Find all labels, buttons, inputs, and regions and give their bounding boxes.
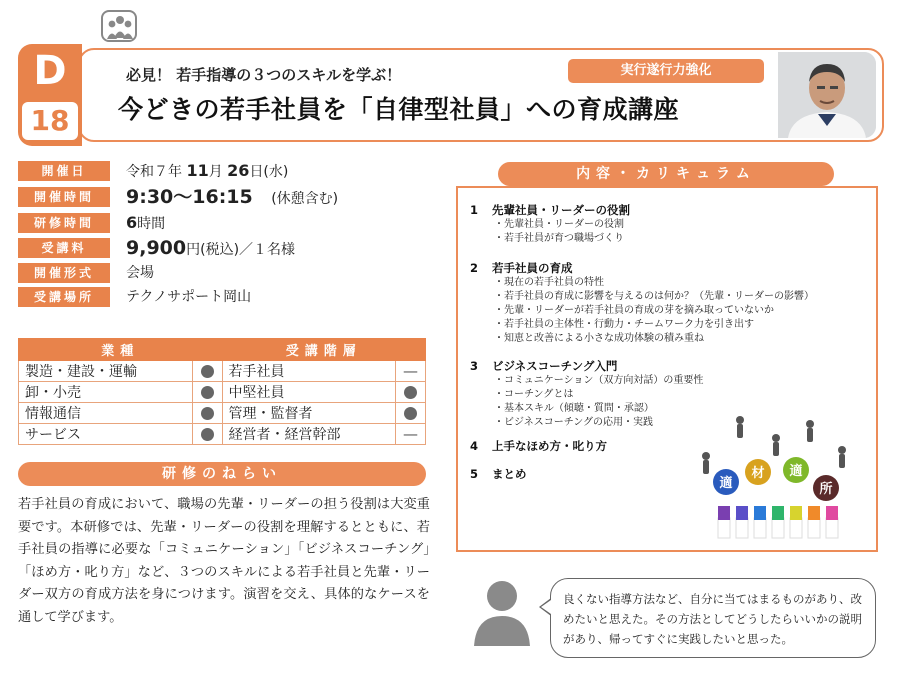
industry-name: 情報通信 (19, 403, 193, 424)
date-month-unit: 月 (208, 164, 223, 180)
industry-name: サービス (19, 424, 193, 445)
list-item: ・若手社員の主体性・行動力・チームワーク力を引き出す (494, 319, 754, 330)
industry-mark (192, 403, 222, 424)
illust-char: 材 (751, 466, 765, 481)
industry-mark (192, 424, 222, 445)
filled-dot-icon (201, 386, 214, 399)
course-code-number: 18 (22, 102, 78, 140)
participant-avatar-icon (470, 576, 534, 646)
curriculum-section (470, 466, 527, 482)
curriculum-section (470, 358, 703, 430)
aims-heading: 研修のねらい (18, 462, 426, 486)
industry-mark (192, 382, 222, 403)
hours-number: 6 (126, 213, 138, 232)
table-row (19, 382, 426, 403)
date-value (126, 160, 288, 183)
level-name: 中堅社員 (222, 382, 396, 403)
section-title: 4 上手なほめ方・叱り方 (470, 439, 607, 453)
course-code-badge (18, 44, 82, 146)
curriculum-heading: 内容・カリキュラム (498, 162, 834, 186)
speech-bubble-tail-inner (541, 600, 551, 614)
table-row (19, 403, 426, 424)
course-code-letter: D (33, 48, 67, 94)
time-note: (休憩含む) (271, 191, 339, 207)
list-item: ・若手社員の育成に影響を与えるのは何か？（先輩・リーダーの影響） (494, 291, 814, 302)
industry-mark (192, 361, 222, 382)
list-item: ・知恵と改善による小さな成功体験の積み重ね (494, 333, 704, 344)
table-row (19, 424, 426, 445)
hours-value (126, 212, 165, 235)
info-row-venue (18, 286, 438, 308)
curriculum-section (470, 438, 607, 454)
level-mark (396, 403, 426, 424)
target-category-table (18, 338, 426, 445)
instructor-photo (778, 52, 876, 138)
illust-char: 適 (719, 476, 733, 491)
date-prefix: 令和７年 (126, 164, 182, 180)
time-label: 開催時間 (18, 187, 110, 207)
table-row (19, 361, 426, 382)
filled-dot-icon (201, 407, 214, 420)
group-icon (101, 10, 137, 42)
list-item: ・若手社員が育つ職場づくり (494, 233, 624, 244)
course-header (18, 44, 884, 146)
aims-text: 若手社員の育成において、職場の先輩・リーダーの担う役割は大変重要です。本研修では、先輩・リーダーの役割を理解するとともに、若手社員の指導に必要な「コミュニケーション」「ビジネスコーチング」「ほめ方・叱り方」など、３つのスキルによる若手社員と先輩・リーダー双方の育成方法を身につけます。演習を交え、具体的なケースを通して学びます。 (18, 497, 430, 625)
course-category-tag: 実行遂行力強化 (568, 59, 764, 83)
industry-name: 卸・小売 (19, 382, 193, 403)
date-month: 11 (186, 161, 209, 180)
date-label: 開催日 (18, 161, 110, 181)
fee-amount: 9,900 (126, 237, 187, 259)
level-name: 若手社員 (222, 361, 396, 382)
course-subtitle: 必見！ 若手指導の３つのスキルを学ぶ！ (126, 66, 402, 84)
filled-dot-icon (404, 407, 417, 420)
hours-unit: 時間 (137, 216, 166, 232)
level-mark: — (396, 424, 426, 445)
teamwork-illustration (692, 410, 862, 540)
date-day: 26 (227, 161, 250, 180)
curriculum-section (470, 202, 630, 246)
date-day-unit: 日(水) (249, 164, 289, 180)
format-value: 会場 (126, 265, 154, 281)
list-item: ・コミュニケーション（双方向対話）の重要性 (494, 375, 704, 386)
filled-dot-icon (404, 386, 417, 399)
fee-value (126, 237, 295, 261)
course-title: 今どきの若手社員を「自律型社員」への育成講座 (118, 95, 680, 124)
fee-unit: 円(税込)／１名様 (186, 242, 296, 258)
fee-label: 受講料 (18, 238, 110, 258)
list-item: ・先輩社員・リーダーの役割 (494, 219, 624, 230)
curriculum-section (470, 260, 814, 346)
level-mark: — (396, 361, 426, 382)
level-header: 受講階層 (222, 339, 426, 361)
industry-header: 業種 (19, 339, 223, 361)
industry-name: 製造・建設・運輸 (19, 361, 193, 382)
level-mark (396, 382, 426, 403)
list-item: ・現在の若手社員の特性 (494, 277, 604, 288)
info-row-format (18, 262, 438, 284)
list-item: ・ビジネスコーチングの応用・実践 (494, 417, 653, 428)
illust-char: 適 (789, 464, 803, 479)
level-name: 管理・監督者 (222, 403, 396, 424)
section-title: 5 まとめ (470, 467, 527, 481)
time-range: 9:30～16:15 (126, 186, 253, 208)
info-row-hours (18, 212, 438, 234)
venue-label: 受講場所 (18, 287, 110, 307)
list-item: ・基本スキル（傾聴・質問・承認） (494, 403, 654, 414)
format-label: 開催形式 (18, 263, 110, 283)
venue-value: テクノサポート岡山 (126, 289, 252, 305)
time-value (126, 186, 338, 210)
illust-char: 所 (819, 482, 833, 497)
filled-dot-icon (201, 428, 214, 441)
list-item: ・先輩・リーダーが若手社員の育成の芽を摘み取っていないか (494, 305, 774, 316)
info-row-date (18, 160, 438, 182)
info-row-time (18, 186, 438, 208)
participant-comment: 良くない指導方法など、自分に当てはまるものがあり、改めたいと思えた。その方法としてどうしたらいいかの説明があり、帰ってすぐに実践したいと思った。 (550, 578, 876, 658)
section-title: 1 先輩社員・リーダーの役割 (470, 203, 630, 217)
list-item: ・コーチングとは (494, 389, 574, 400)
info-row-fee (18, 237, 438, 259)
section-title: 3 ビジネスコーチング入門 (470, 359, 618, 373)
hours-label: 研修時間 (18, 213, 110, 233)
filled-dot-icon (201, 365, 214, 378)
level-name: 経営者・経営幹部 (222, 424, 396, 445)
section-title: 2 若手社員の育成 (470, 261, 573, 275)
